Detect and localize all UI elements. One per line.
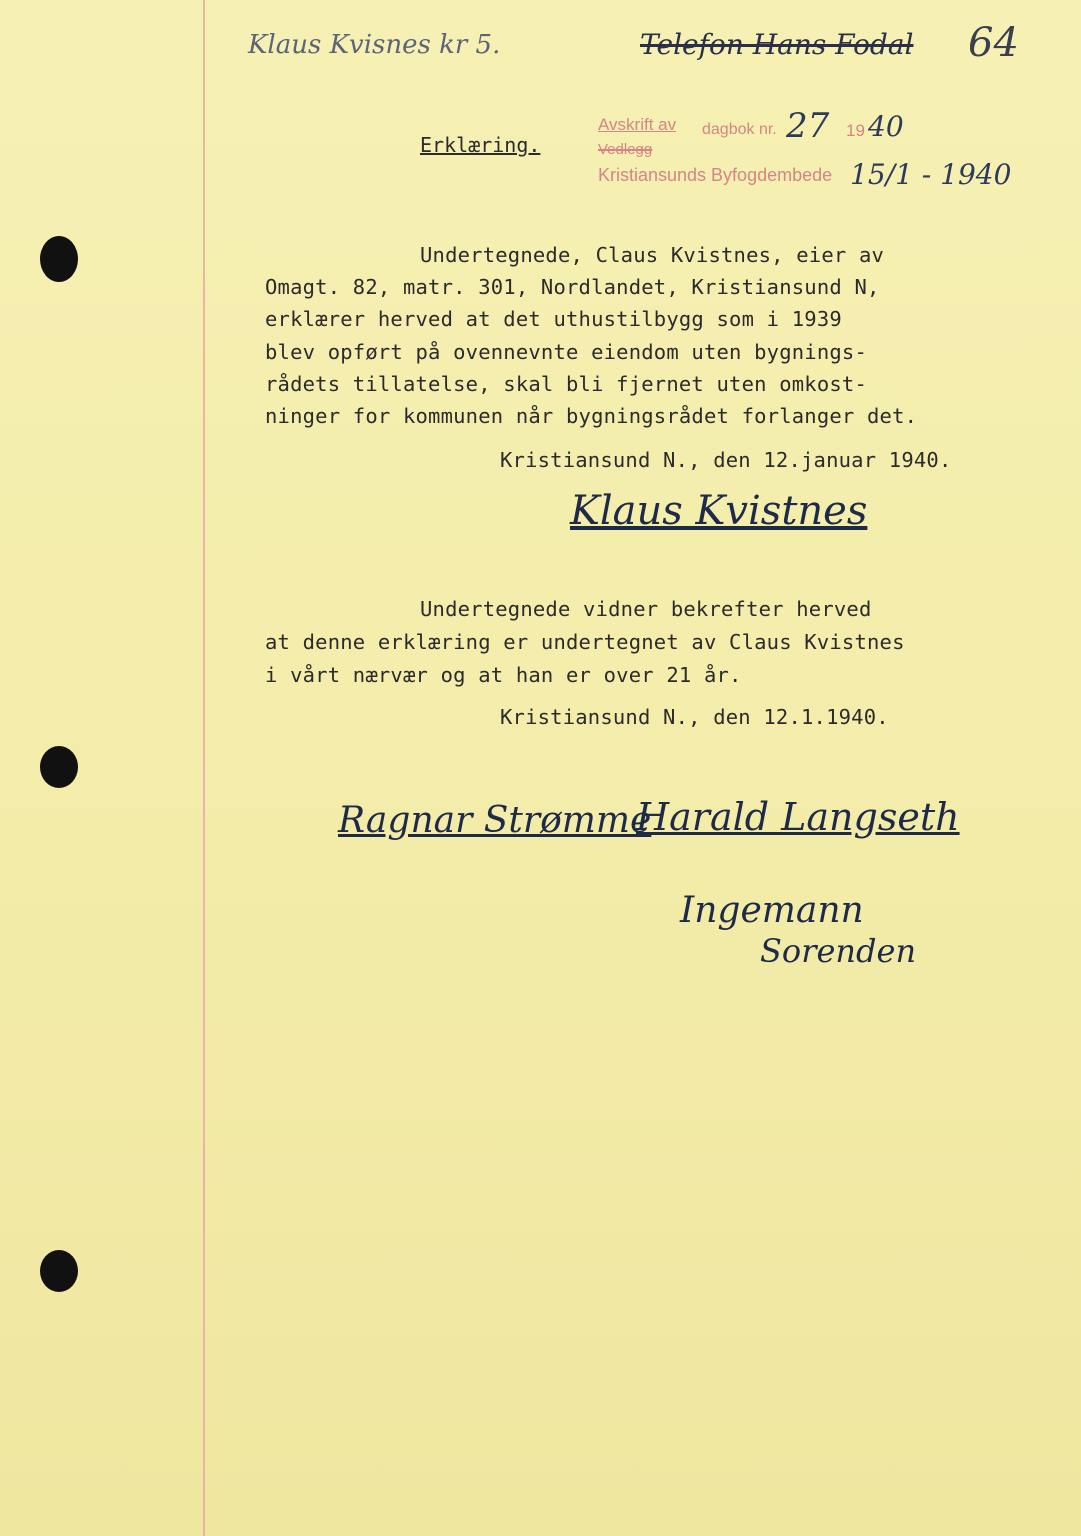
top-center-note: Telefon Hans Fodal — [640, 28, 914, 61]
punch-hole-bottom — [40, 1250, 78, 1292]
paragraph1-line2: Omagt. 82, matr. 301, Nordlandet, Kristiansund N, — [265, 275, 880, 299]
stamp-dagbok-number: 27 — [786, 106, 830, 146]
stamp-year-prefix: 19 — [846, 121, 865, 140]
page-number: 64 — [968, 20, 1019, 66]
paragraph2-line1: Undertegnede vidner bekrefter herved — [420, 597, 872, 621]
margin-line — [203, 0, 205, 1536]
paragraph2-line2: at denne erklæring er undertegnet av Claus Kvistnes — [265, 630, 905, 654]
paragraph1-line1: Undertegnede, Claus Kvistnes, eier av — [420, 243, 885, 267]
paragraph2-line3: i vårt nærvær og at han er over 21 år. — [265, 663, 742, 687]
paragraph1-line4: blev opført på ovennevnte eiendom uten bygnings- — [265, 340, 868, 364]
stamp-vedlegg: Vedlegg — [598, 141, 653, 158]
document-title: Erklæring. — [420, 133, 541, 157]
paragraph1-line6: ninger for kommunen når bygningsrådet forlanger det. — [265, 404, 918, 428]
stamp-year-suffix: 40 — [868, 110, 904, 143]
stamp-avskrift: Avskrift av — [598, 115, 677, 134]
punch-hole-top — [40, 236, 78, 282]
place-date-1: Kristiansund N., den 12.januar 1940. — [500, 448, 952, 472]
punch-hole-middle — [40, 746, 78, 788]
top-left-note: Klaus Kvisnes kr 5. — [248, 30, 501, 60]
stamp-office: Kristiansunds Byfogdembede — [598, 165, 833, 185]
place-date-2: Kristiansund N., den 12.1.1940. — [500, 705, 889, 729]
stamp-date: 15/1 - 1940 — [850, 158, 1012, 191]
signature-official-line1: Ingemann — [680, 890, 864, 931]
stamp-dagbok-label: dagbok nr. — [702, 121, 777, 138]
signature-witness-2: Harald Langseth — [636, 795, 960, 839]
signature-official-line2: Sorenden — [760, 932, 917, 970]
paragraph1-line5: rådets tillatelse, skal bli fjernet uten omkost- — [265, 372, 868, 396]
signature-witness-1: Ragnar Strømme — [338, 800, 652, 841]
signature-main: Klaus Kvistnes — [570, 488, 868, 534]
paragraph1-line3: erklærer herved at det uthustilbygg som i 1939 — [265, 307, 842, 331]
